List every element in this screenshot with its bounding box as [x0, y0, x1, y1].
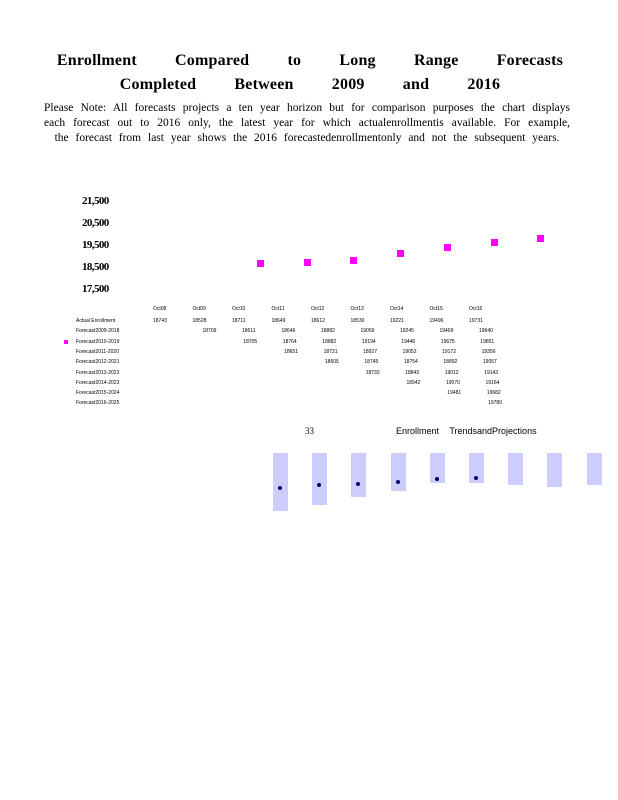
table-cell: 19481	[447, 390, 462, 397]
trend-point	[278, 486, 282, 490]
column-header: Oct15	[429, 306, 443, 312]
row-label: Forecast2013-2022	[76, 369, 120, 376]
table-cell: 19143	[484, 369, 499, 376]
table-cell: 18709	[202, 328, 217, 335]
table-cell: 19052	[402, 348, 417, 355]
table-cell: 18882	[322, 338, 337, 345]
y-tick-label: 21,500	[82, 195, 109, 207]
trend-bar	[508, 453, 523, 485]
forecast-point	[397, 250, 404, 257]
trend-bar	[587, 453, 602, 485]
table-cell: 18927	[363, 348, 377, 355]
table-cell: 18882	[321, 328, 335, 335]
table-cell: 19172	[442, 348, 456, 355]
trend-point	[435, 477, 439, 481]
table-cell: 18612	[311, 318, 325, 324]
y-tick-label: 17,500	[82, 283, 109, 295]
row-label: Forecast2010-2019	[76, 338, 120, 345]
forecast-point	[537, 235, 544, 242]
column-header: Oct11	[271, 306, 285, 312]
forecast-point	[444, 244, 451, 251]
table-cell: 19496	[429, 318, 444, 324]
forecast-point	[491, 239, 498, 246]
table-cell: 19640	[479, 328, 493, 335]
table-cell: 19731	[469, 318, 483, 324]
section-title: Enrollment TrendsandProjections	[396, 426, 537, 436]
table-cell: 18942	[406, 379, 421, 386]
trend-bar	[547, 453, 562, 487]
table-cell: 18705	[243, 338, 258, 345]
y-tick-label: 20,500	[82, 217, 109, 229]
column-header: Oct12	[311, 306, 325, 312]
column-header: Oct14	[390, 306, 404, 312]
trend-bar	[351, 453, 366, 497]
table-cell: 18743	[153, 318, 167, 324]
trend-bar	[312, 453, 327, 505]
table-cell: 18649	[271, 318, 286, 324]
row-label: Forecast2009-2018	[76, 328, 120, 335]
table-cell: 19675	[440, 338, 455, 345]
trend-point	[396, 480, 400, 484]
table-cell: 19682	[486, 390, 501, 397]
note-paragraph: Please Note: All forecasts projects a ten year horizon but for comparison purposes the chart displays each forecast out to 2016 only, the latest year for which actualenrollmentis available. For example, the forecast from last year shows the 2016 forecastedenrollmentonly and not the subsequent years.	[44, 102, 570, 144]
table-cell: 18764	[282, 338, 297, 345]
table-cell: 18892	[443, 359, 458, 366]
table-cell: 18528	[192, 318, 207, 324]
table-cell: 18843	[405, 369, 420, 376]
table-cell: 19356	[481, 348, 496, 355]
table-cell: 18530	[350, 318, 365, 324]
table-cell: 19245	[400, 328, 414, 335]
table-cell: 19059	[360, 328, 375, 335]
trend-bar	[391, 453, 406, 491]
forecast-point	[350, 257, 357, 264]
table-cell: 18651	[284, 348, 298, 355]
table-cell: 19057	[482, 359, 497, 366]
column-header: Oct08	[153, 306, 167, 312]
table-cell: 18731	[323, 348, 338, 355]
page-subtitle: Completed Between 2009 and 2016	[119, 76, 501, 93]
table-cell: 19194	[361, 338, 376, 345]
legend-marker-forecast	[64, 340, 68, 344]
column-header: Oct10	[232, 306, 246, 312]
y-tick-label: 19,500	[82, 239, 109, 251]
table-cell: 19221	[390, 318, 404, 324]
table-cell: 19851	[480, 338, 495, 345]
table-cell: 18754	[403, 359, 418, 366]
forecast-point	[257, 260, 264, 267]
table-cell: 19446	[401, 338, 416, 345]
row-label: Forecast2016-2025	[76, 400, 120, 407]
table-cell: 18733	[365, 369, 380, 376]
table-cell: 19012	[444, 369, 459, 376]
column-header: Oct16	[469, 306, 483, 312]
row-label: Actual Enrollment	[76, 318, 116, 324]
table-cell: 19780	[488, 400, 502, 407]
column-header: Oct09	[192, 306, 206, 312]
table-cell: 19469	[439, 328, 454, 335]
table-cell: 18745	[364, 359, 379, 366]
table-cell: 18605	[324, 359, 339, 366]
page-title: Enrollment Compared to Long Range Forecasts	[56, 52, 564, 69]
trend-bar	[273, 453, 288, 511]
y-tick-label: 18,500	[82, 261, 109, 273]
forecast-point	[304, 259, 311, 266]
table-cell: 19164	[485, 379, 500, 386]
row-label: Forecast2015-2024	[76, 390, 120, 397]
table-cell: 19070	[446, 379, 460, 386]
table-cell: 18646	[281, 328, 296, 335]
table-cell: 18611	[242, 328, 256, 335]
row-label: Forecast2011-2020	[76, 348, 119, 355]
row-label: Forecast2012-2021	[76, 359, 120, 366]
table-cell: 18711	[232, 318, 246, 324]
page-number: 33	[305, 426, 314, 436]
row-label: Forecast2014-2023	[76, 379, 120, 386]
column-header: Oct13	[350, 306, 364, 312]
